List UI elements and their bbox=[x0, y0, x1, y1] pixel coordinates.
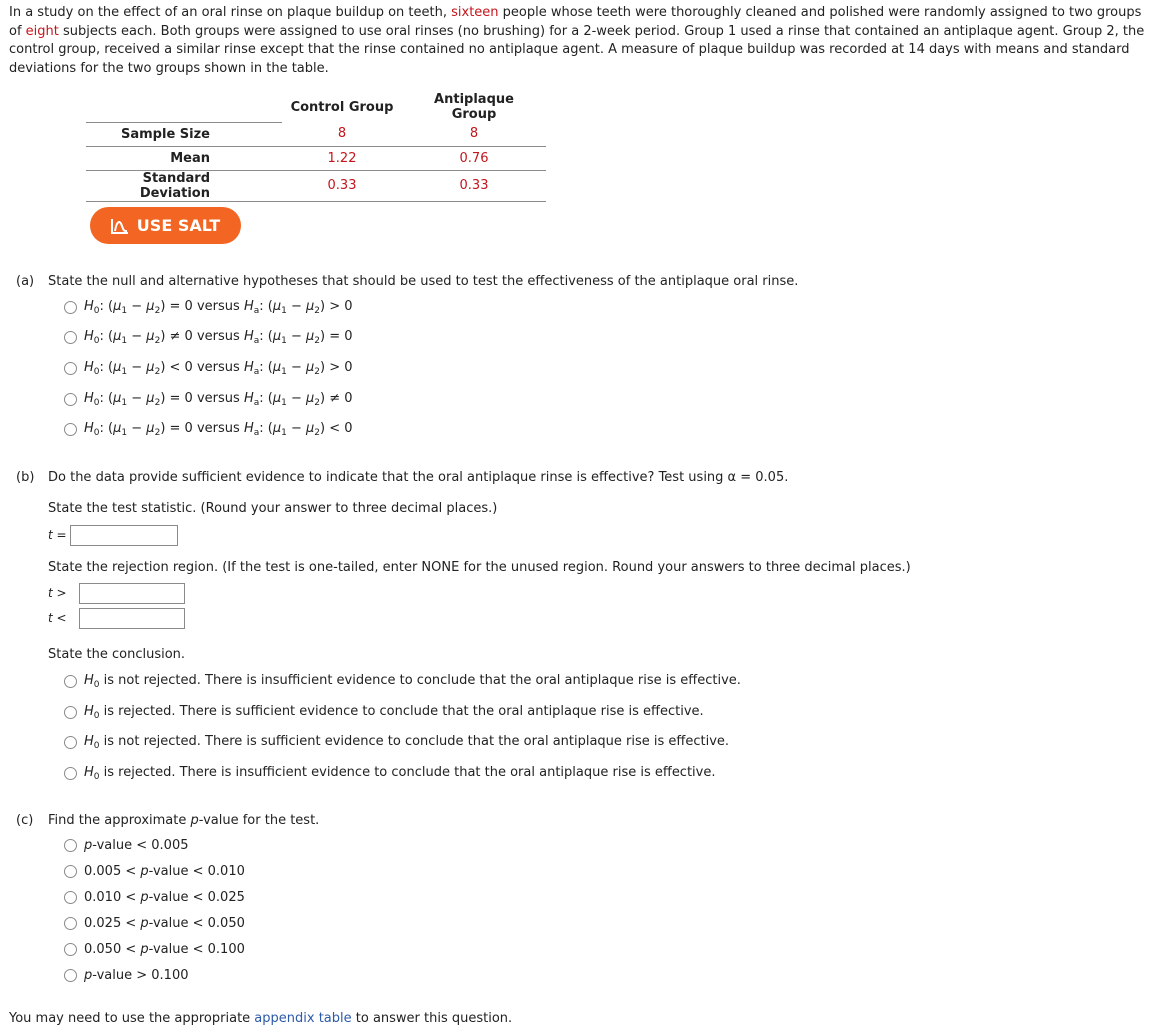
hypothesis-option-4[interactable]: $H_0$: $(\mu_1 - \mu_2) = 0$ versus $H_a$: $(\mu_1 - \mu_2) \ne 0$ bbox=[64, 390, 353, 408]
row-label-sample-size: Sample Size bbox=[86, 122, 282, 146]
part-a-question: State the null and alternative hypotheses that should be used to test the effectiveness of the antiplaque oral rinse. bbox=[48, 274, 799, 289]
highlight-eight: eight bbox=[25, 23, 59, 39]
appendix-table-link[interactable]: appendix table bbox=[254, 1011, 352, 1026]
p-value-option-1[interactable]: p-value < 0.005 bbox=[64, 836, 189, 854]
radio-button[interactable] bbox=[64, 865, 77, 878]
conclusion-option-2[interactable]: $H_0$ is rejected. There is sufficient evidence to conclude that the oral antiplaque rise is effective. bbox=[64, 703, 704, 721]
cell-control-std-dev: 0.33 bbox=[282, 170, 402, 201]
radio-button[interactable] bbox=[64, 767, 77, 780]
rejection-region-prompt: State the rejection region. (If the test is one-tailed, enter NONE for the unused region. Round your answers to three decimal places.) bbox=[48, 560, 911, 575]
row-label-std-dev: Standard Deviation bbox=[86, 170, 282, 201]
highlight-sixteen: sixteen bbox=[451, 5, 499, 20]
radio-button[interactable] bbox=[64, 393, 77, 406]
radio-button[interactable] bbox=[64, 736, 77, 749]
conclusion-option-1[interactable]: $H_0$ is not rejected. There is insufficient evidence to conclude that the oral antiplaque rise is effective. bbox=[64, 672, 741, 690]
row-label-mean: Mean bbox=[86, 146, 282, 170]
radio-button[interactable] bbox=[64, 943, 77, 956]
part-c-question: Find the approximate p-value for the test. bbox=[48, 813, 320, 828]
summary-table bbox=[86, 92, 546, 202]
cell-antiplaque-sample-size: 8 bbox=[402, 122, 546, 146]
radio-button[interactable] bbox=[64, 362, 77, 375]
hypothesis-option-5[interactable]: $H_0$: $(\mu_1 - \mu_2) = 0$ versus $H_a$: $(\mu_1 - \mu_2) < 0$ bbox=[64, 420, 353, 438]
conclusion-option-3[interactable]: $H_0$ is not rejected. There is sufficient evidence to conclude that the oral antiplaque rise is effective. bbox=[64, 733, 729, 751]
intro-text: In a study on the effect of an oral rinse on plaque buildup on teeth, bbox=[9, 5, 452, 20]
part-b-question: Do the data provide sufficient evidence to indicate that the oral antiplaque rinse is effective? Test using α = 0.05. bbox=[48, 470, 789, 485]
cell-antiplaque-mean: 0.76 bbox=[402, 146, 546, 170]
radio-button[interactable] bbox=[64, 675, 77, 688]
t-greater-label: t > bbox=[48, 586, 67, 600]
radio-button[interactable] bbox=[64, 839, 77, 852]
p-value-option-5[interactable]: 0.050 < p-value < 0.100 bbox=[64, 940, 245, 958]
problem-intro bbox=[9, 4, 1149, 78]
intro-text: subjects each. Both groups were assigned to use oral rinses (no brushing) for a 2-week period. Group 1 used a rinse that contained an antiplaque agent. Group 2, the control group, received a similar rinse except that the rinse contained no antiplaque agent. A measure of plaque buildup was recorded at 14 days with means and standard deviations for the two groups shown in the table. bbox=[9, 23, 1145, 76]
conclusion-prompt: State the conclusion. bbox=[48, 647, 186, 662]
p-value-option-4[interactable]: 0.025 < p-value < 0.050 bbox=[64, 914, 245, 932]
cell-antiplaque-std-dev: 0.33 bbox=[402, 170, 546, 201]
column-header-control: Control Group bbox=[290, 99, 394, 115]
rejection-lower-input[interactable] bbox=[79, 608, 185, 629]
p-value-option-6[interactable]: p-value > 0.100 bbox=[64, 966, 189, 984]
column-header-antiplaque: Antiplaque Group bbox=[434, 92, 514, 122]
hypothesis-option-3[interactable]: $H_0$: $(\mu_1 - \mu_2) < 0$ versus $H_a$: $(\mu_1 - \mu_2) > 0$ bbox=[64, 359, 353, 377]
part-b-label: (b) bbox=[16, 470, 35, 485]
part-a-label: (a) bbox=[16, 274, 35, 289]
radio-button[interactable] bbox=[64, 969, 77, 982]
footer-note: You may need to use the appropriate appendix table to answer this question. bbox=[9, 1011, 513, 1026]
radio-button[interactable] bbox=[64, 917, 77, 930]
conclusion-option-4[interactable]: $H_0$ is rejected. There is insufficient evidence to conclude that the oral antiplaque rise is effective. bbox=[64, 764, 716, 782]
radio-button[interactable] bbox=[64, 301, 77, 314]
salt-chart-icon bbox=[111, 218, 129, 234]
hypothesis-option-1[interactable]: $H_0$: $(\mu_1 - \mu_2) = 0$ versus $H_a$: $(\mu_1 - \mu_2) > 0$ bbox=[64, 298, 353, 316]
radio-button[interactable] bbox=[64, 331, 77, 344]
t-less-label: t < bbox=[48, 611, 67, 625]
intro-text: people whose teeth were thoroughly cleaned and polished were randomly assigned to two groups of bbox=[9, 5, 1142, 39]
radio-button[interactable] bbox=[64, 423, 77, 436]
rejection-upper-input[interactable] bbox=[79, 583, 185, 604]
cell-control-mean: 1.22 bbox=[282, 146, 402, 170]
use-salt-label: USE SALT bbox=[136, 216, 221, 235]
p-value-option-2[interactable]: 0.005 < p-value < 0.010 bbox=[64, 862, 245, 880]
part-c-label: (c) bbox=[16, 813, 34, 828]
radio-button[interactable] bbox=[64, 706, 77, 719]
hypothesis-option-2[interactable]: $H_0$: $(\mu_1 - \mu_2) \ne 0$ versus $H_a$: $(\mu_1 - \mu_2) = 0$ bbox=[64, 328, 353, 346]
test-statistic-prompt: State the test statistic. (Round your answer to three decimal places.) bbox=[48, 501, 498, 516]
t-equals-label: t = bbox=[48, 528, 67, 542]
p-value-option-3[interactable]: 0.010 < p-value < 0.025 bbox=[64, 888, 245, 906]
radio-button[interactable] bbox=[64, 891, 77, 904]
test-statistic-input[interactable] bbox=[70, 525, 178, 546]
use-salt-button[interactable] bbox=[90, 207, 241, 244]
cell-control-sample-size: 8 bbox=[282, 122, 402, 146]
